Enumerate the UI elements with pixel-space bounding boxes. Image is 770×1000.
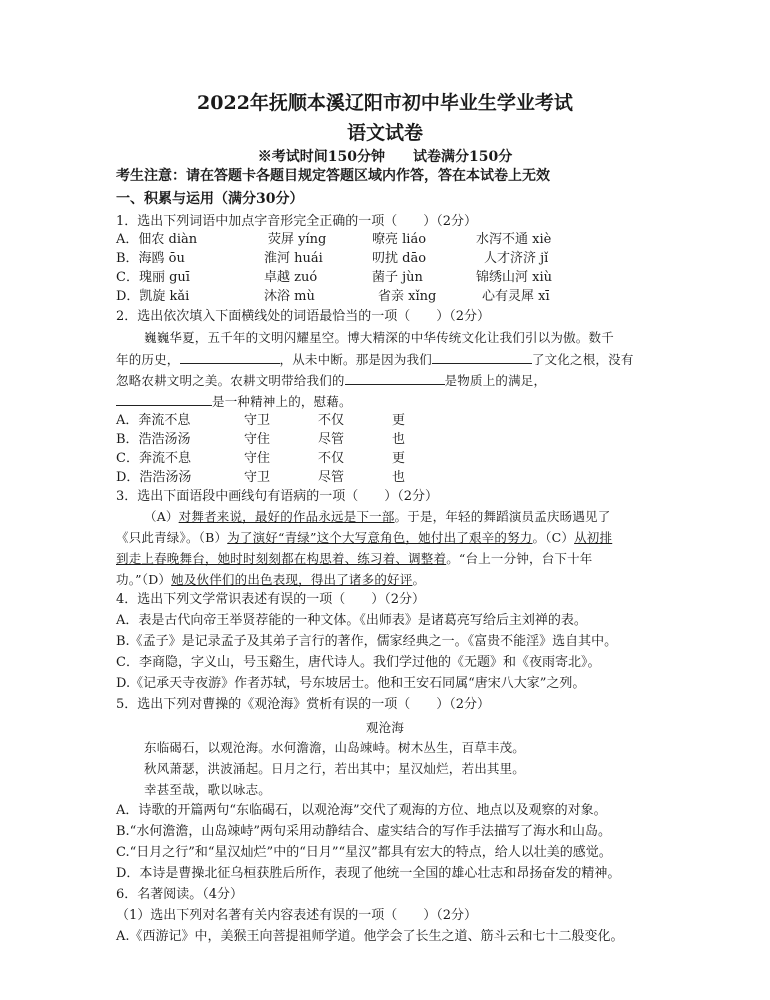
section-heading: 一、积累与运用（满分30分）	[116, 191, 304, 207]
q5-option-c: C.“日月之行”和“星汉灿烂”中的“日月”“星汉”都具有宏大的特点，给人以壮美的感觉。	[116, 845, 612, 860]
q1-option-b1: B．海鸥 ōu	[116, 251, 185, 266]
q4-stem: 4．选出下列文学常识表述有误的一项（ ）（2分）	[116, 592, 426, 607]
q6-sub1-option-a: A.《西游记》中，美猴王向菩提祖师学道。他学会了长生之道、筋斗云和七十二般变化。	[116, 929, 624, 944]
q3-label-a: （A）	[144, 509, 179, 524]
q2-blank-1	[180, 350, 280, 364]
q3-sentence-c1: 从初排	[574, 530, 613, 545]
q2-text-2c: 了文化之根，没有	[531, 352, 634, 367]
q1-option-b2: 淮河 huái	[264, 251, 323, 266]
q1-option-a4: 水泻不通 xiè	[476, 232, 552, 247]
q2-text-3a: 忽略农耕文明之美。农耕文明带给我们的	[116, 373, 345, 388]
q1-stem: 1．选出下列词语中加点字音形完全正确的一项（ ）（2分）	[116, 214, 478, 229]
q1-option-a1: A．佃农 diàn	[116, 232, 198, 247]
q1-option-a2: 荧屏 yíng	[268, 232, 327, 247]
exam-meta: ※考试时间150分钟 试卷满分150分	[257, 149, 513, 165]
q5-poem-title: 观沧海	[365, 720, 405, 735]
q2-option-c3: 不仅	[318, 451, 345, 466]
q2-blank-4	[116, 392, 212, 406]
q3-text-3b: 。“台上一分钟，台下十年	[446, 551, 593, 566]
q3-label-b: 《只此青绿》。（B）	[116, 530, 228, 545]
q1-option-c2: 卓越 zuó	[264, 270, 318, 285]
q4-option-d: D.《记承天寺夜游》作者苏轼，号东坡居士。他和王安石同属“唐宋八大家”之列。	[116, 676, 586, 691]
q1-option-d3: 省亲 xǐng	[378, 289, 437, 304]
q4-option-b: B.《孟子》是记录孟子及其弟子言行的著作，儒家经典之一。《富贵不能淫》选自其中。	[116, 634, 618, 649]
q3-passage-line3	[116, 550, 593, 567]
q3-label-c: 。（C）	[532, 530, 575, 545]
q4-option-c: C．李商隐，字义山，号玉谿生，唐代诗人。我们学过他的《无题》和《夜雨寄北》。	[116, 655, 601, 670]
q3-sentence-c2: 到走上春晚舞台，她时时刻刻都在构思着、练习着、调整着	[116, 551, 447, 566]
q2-text-4: 是一种精神上的，慰藉。	[212, 394, 352, 409]
q3-sentence-b: 为了演好“青绿”这个大写意角色，她付出了艰辛的努力	[227, 530, 533, 545]
q2-option-d2: 守卫	[244, 470, 271, 485]
q2-passage-line4	[116, 392, 352, 410]
q1-option-a3: 嘹亮 liáo	[372, 232, 427, 247]
q3-label-d: 功。”（D）	[116, 572, 172, 587]
q2-text-2a: 年的历史，	[116, 352, 180, 367]
q5-option-d: D．本诗是曹操北征乌桓获胜后所作，表现了他统一全国的雄心壮志和昂扬奋发的精神。	[116, 866, 621, 881]
q2-text-2b: ，从未中断。那是因为我们	[279, 352, 432, 367]
q2-blank-3	[345, 371, 445, 385]
q1-option-d1: D．凯旋 kǎi	[116, 289, 190, 304]
q3-text-4c: 。	[412, 572, 426, 587]
q2-passage-line1: 巍巍华夏，五千年的文明闪耀星空。博大精深的中华传统文化让我们引以为傲。数千	[144, 330, 614, 345]
q2-option-d1: D．浩浩汤汤	[116, 470, 192, 485]
q5-poem-line1: 东临碣石，以观沧海。水何澹澹，山岛竦峙。树木丛生，百草丰茂。	[144, 740, 526, 755]
q4-option-a: A．表是古代向帝王举贤荐能的一种文体。《出师表》是诸葛亮写给后主刘禅的表。	[116, 613, 587, 628]
exam-notice: 考生注意：请在答题卡各题目规定答题区域内作答，答在本试卷上无效	[116, 168, 550, 184]
q3-sentence-a: 对舞者来说，最好的作品永远是下一部	[178, 509, 395, 524]
q5-poem-line3: 幸甚至哉，歌以咏志。	[144, 782, 272, 797]
q2-text-3b: 是物质上的满足，	[444, 373, 547, 388]
q1-option-b4: 人才济济 jǐ	[484, 251, 549, 266]
q3-stem: 3．选出下面语段中画线句有语病的一项（ ）（2分）	[116, 489, 439, 504]
q2-option-a4: 更	[392, 413, 406, 428]
q3-passage-line1	[144, 508, 610, 525]
q2-option-a3: 不仅	[318, 413, 345, 428]
q2-option-d4: 也	[392, 470, 406, 485]
q2-blank-2	[432, 350, 532, 364]
q3-passage-line4	[116, 571, 425, 588]
q5-option-b: B.“水何澹澹，山岛竦峙”两句采用动静结合、虚实结合的写作手法描写了海水和山岛。	[116, 824, 611, 839]
q2-option-c1: C．奔流不息	[116, 451, 191, 466]
q2-option-c2: 守住	[244, 451, 271, 466]
q1-option-b3: 叨扰 dāo	[372, 251, 427, 266]
q1-option-d4: 心有灵犀 xī	[482, 289, 550, 304]
q2-stem: 2．选出依次填入下面横线处的词语最恰当的一项（ ）（2分）	[116, 309, 491, 324]
q5-stem: 5．选出下列对曹操的《观沧海》赏析有误的一项（ ）（2分）	[116, 697, 491, 712]
q3-text-1c: 。于是，年轻的舞蹈演员孟庆旸遇见了	[394, 509, 611, 524]
q1-option-c1: C．瑰丽 guī	[116, 270, 190, 285]
q2-option-d3: 尽管	[318, 470, 345, 485]
q2-passage-line2	[116, 350, 634, 368]
q2-option-b1: B．浩浩汤汤	[116, 432, 191, 447]
exam-subtitle: 语文试卷	[346, 122, 423, 144]
q2-option-b4: 也	[392, 432, 406, 447]
q1-option-c3: 菌子 jùn	[372, 270, 423, 285]
q1-option-d2: 沐浴 mù	[264, 289, 315, 304]
q2-passage-line3	[116, 371, 546, 389]
exam-title: 2022年抚顺本溪辽阳市初中毕业生学业考试	[197, 92, 573, 114]
q3-passage-line2	[116, 529, 612, 546]
q1-option-c4: 锦绣山河 xiù	[476, 270, 552, 285]
q3-sentence-d: 她及伙伴们的出色表现，得出了诸多的好评	[171, 572, 413, 587]
q5-poem-line2: 秋风萧瑟，洪波涌起。日月之行，若出其中；星汉灿烂，若出其里。	[144, 761, 526, 776]
q6-sub1-stem: （1）选出下列对名著有关内容表述有误的一项（ ）（2分）	[116, 908, 478, 923]
q6-stem: 6．名著阅读。（4分）	[116, 887, 244, 902]
q2-option-b3: 尽管	[318, 432, 345, 447]
q2-option-a2: 守卫	[244, 413, 271, 428]
q2-option-b2: 守住	[244, 432, 271, 447]
q2-option-c4: 更	[392, 451, 406, 466]
q2-option-a1: A．奔流不息	[116, 413, 191, 428]
q5-option-a: A．诗歌的开篇两句“东临碣石，以观沧海”交代了观海的方位、地点以及观察的对象。	[116, 803, 607, 818]
